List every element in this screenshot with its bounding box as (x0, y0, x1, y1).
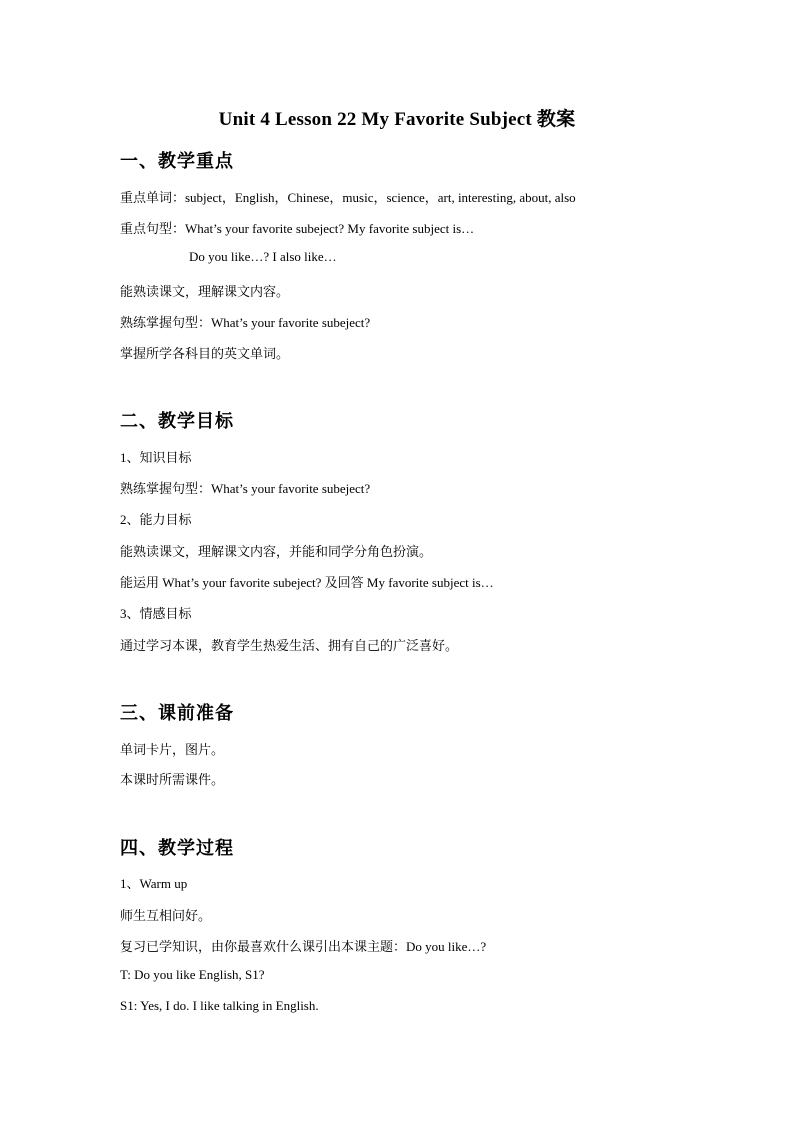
paragraph-line: 1、知识目标 (120, 450, 192, 465)
section-heading-preparation: 三、课前准备 (120, 703, 234, 723)
paragraph-line: 能熟读课文，理解课文内容。 (120, 284, 290, 299)
section-heading-teaching-process: 四、教学过程 (120, 838, 234, 858)
document-title: Unit 4 Lesson 22 My Favorite Subject 教案 (218, 109, 576, 130)
paragraph-line: S1: Yes, I do. I like talking in English. (120, 998, 319, 1013)
paragraph-key-words: 重点单词：subject，English，Chinese，music，science，art, interesting, about, also (120, 190, 576, 205)
paragraph-line: 掌握所学各科目的英文单词。 (120, 346, 290, 361)
paragraph-line: 能熟读课文，理解课文内容，并能和同学分角色扮演。 (120, 544, 433, 559)
paragraph-line: 3、情感目标 (120, 606, 192, 621)
paragraph-line: 熟练掌握句型：What’s your favorite subeject? (120, 315, 371, 330)
paragraph-key-sentences: 重点句型：What’s your favorite subeject? My favorite subject is… (120, 221, 475, 236)
paragraph-key-sentences-cont: Do you like…? I also like… (189, 249, 337, 264)
paragraph-line: 通过学习本课，教育学生热爱生活、拥有自己的广泛喜好。 (120, 638, 459, 653)
paragraph-line: 师生互相问好。 (120, 908, 212, 923)
paragraph-line: 2、能力目标 (120, 512, 192, 527)
paragraph-line: 复习已学知识，由你最喜欢什么课引出本课主题：Do you like…? (120, 939, 487, 954)
paragraph-line: T: Do you like English, S1? (120, 967, 265, 982)
paragraph-line: 能运用 What’s your favorite subeject? 及回答 My favorite subject is… (120, 575, 494, 590)
paragraph-line: 1、Warm up (120, 876, 188, 891)
paragraph-line: 熟练掌握句型：What’s your favorite subeject? (120, 481, 371, 496)
section-heading-teaching-focus: 一、教学重点 (120, 151, 234, 171)
paragraph-line: 单词卡片，图片。 (120, 742, 225, 757)
paragraph-line: 本课时所需课件。 (120, 772, 225, 787)
section-heading-teaching-goals: 二、教学目标 (120, 411, 234, 431)
